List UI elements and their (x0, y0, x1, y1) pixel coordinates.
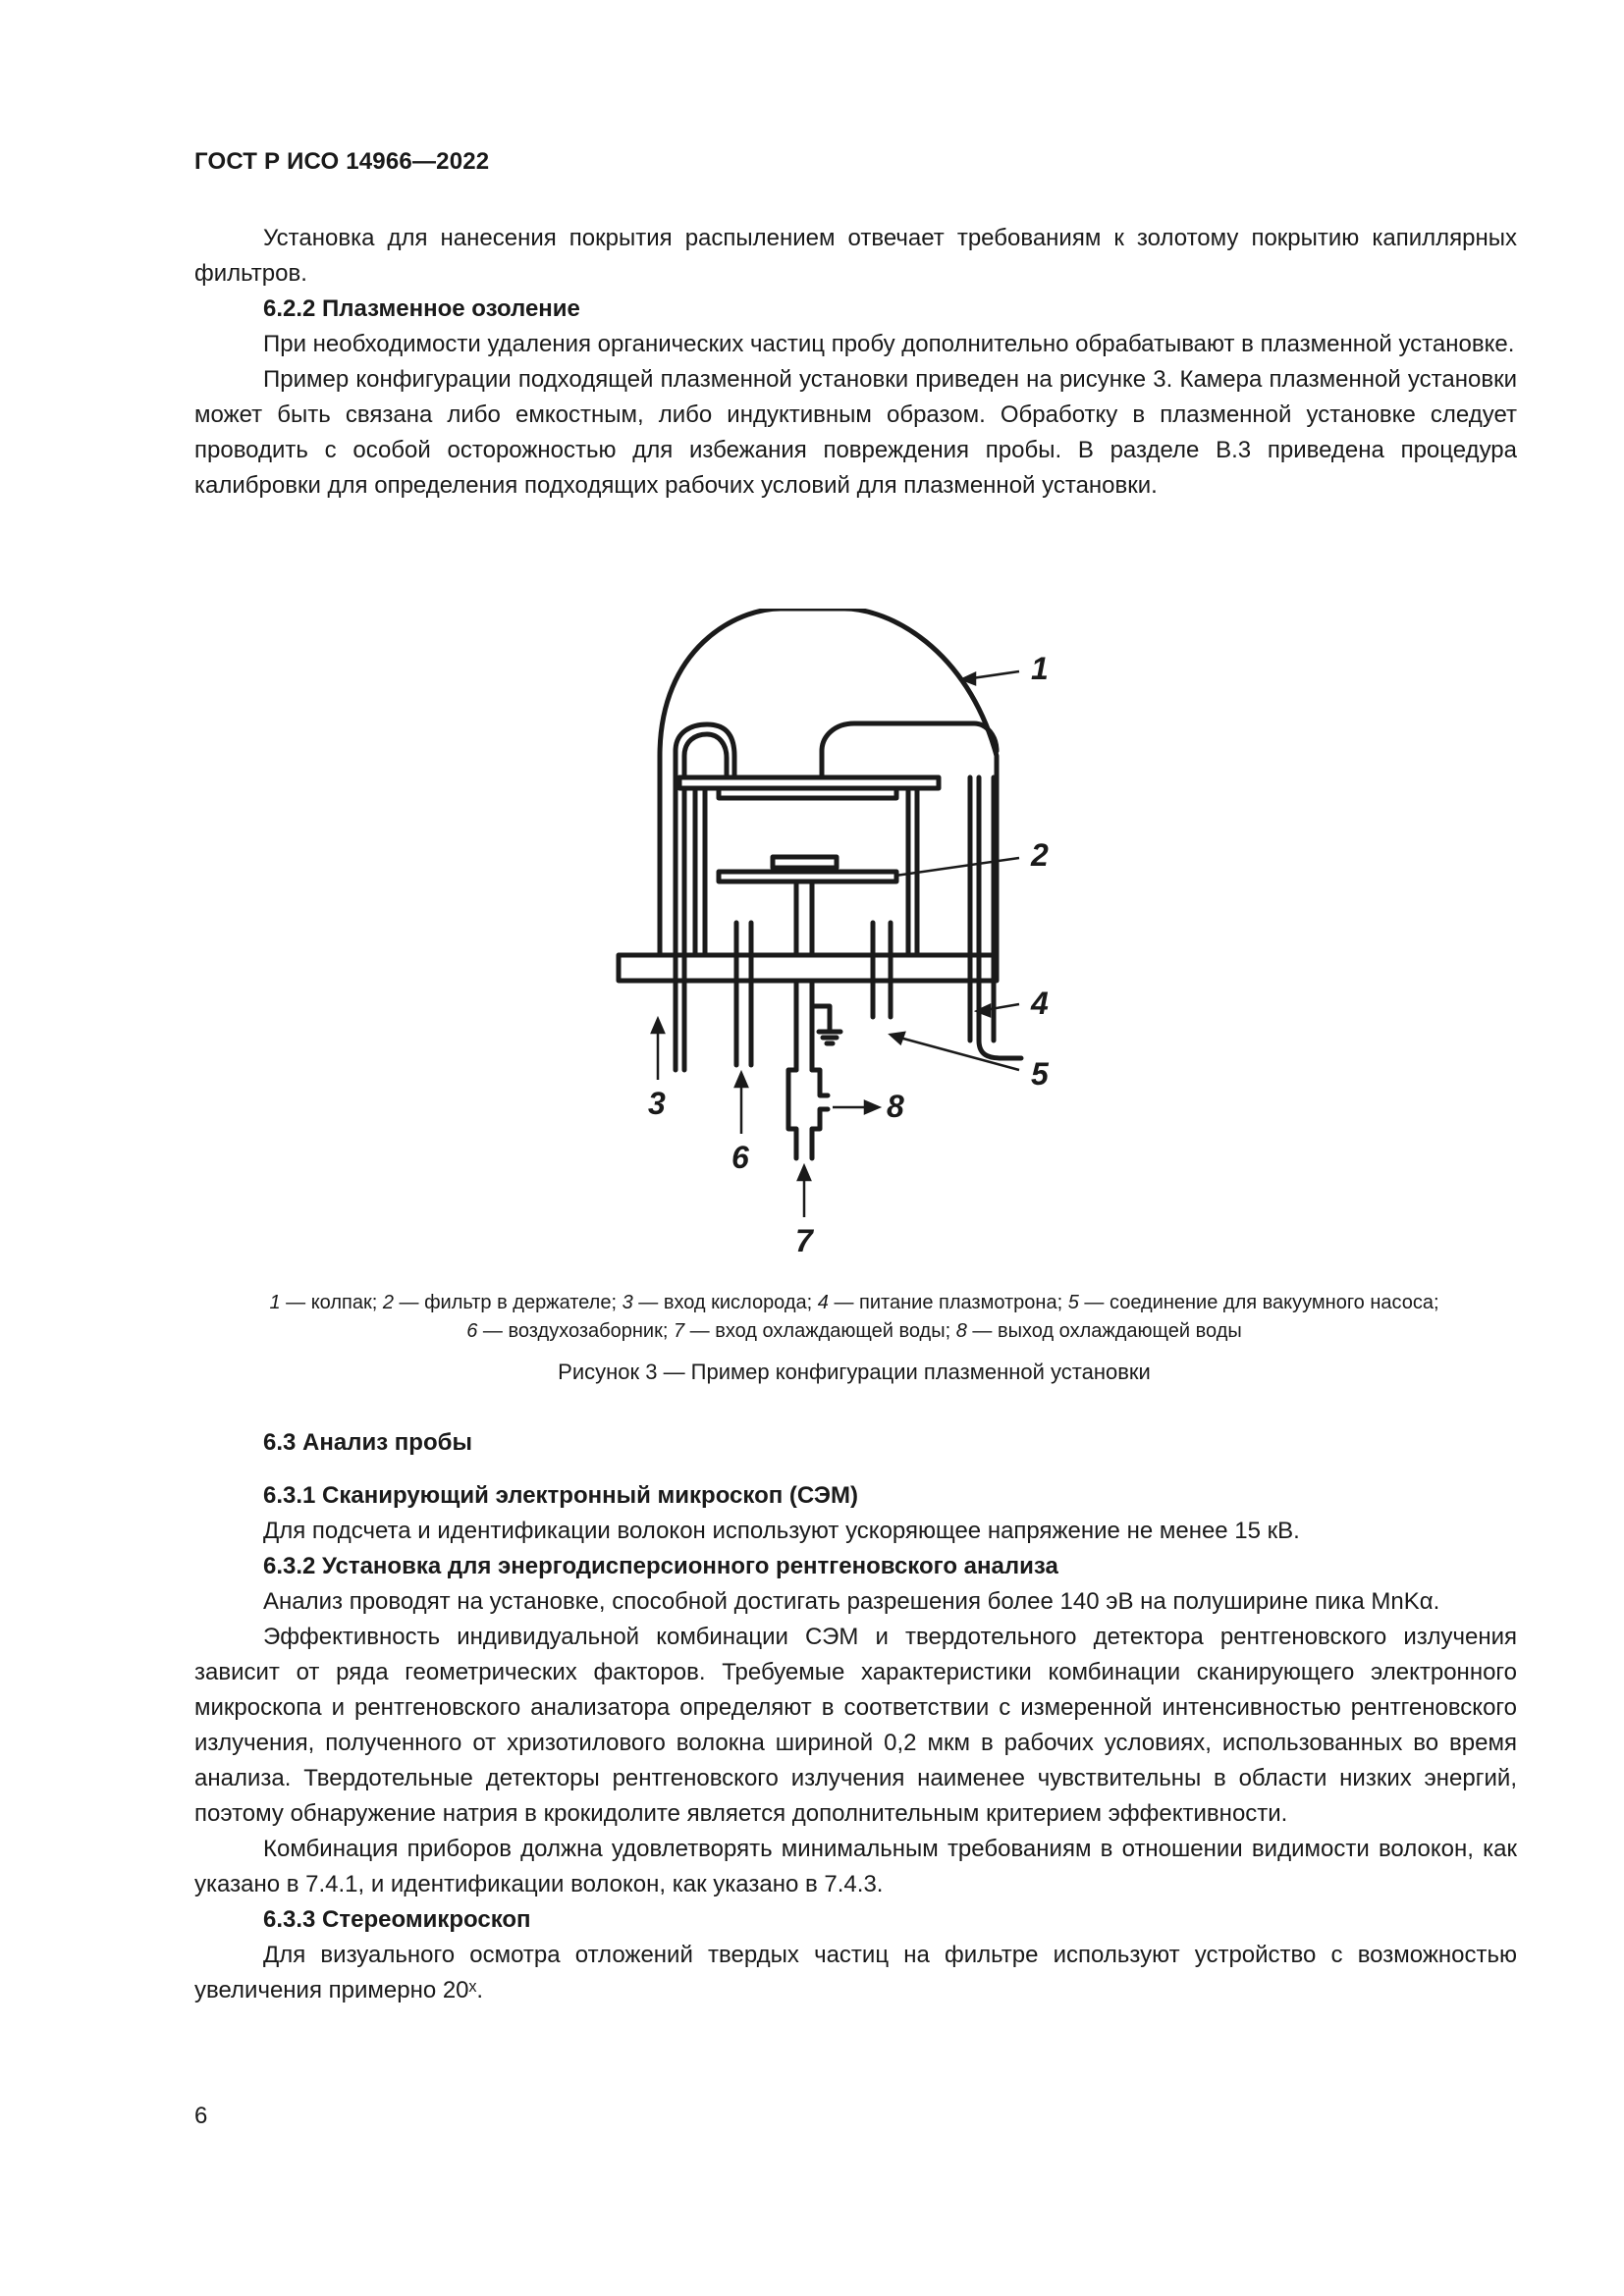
filter-holder-shape (719, 872, 896, 881)
legend-item-2: фильтр в держателе (424, 1292, 612, 1313)
section-intro (194, 221, 1517, 504)
paragraph-sputter-coater: Установка для нанесения покрытия распылением отвечает требованиям к золотому покрытию капиллярных фильтров. (194, 225, 1517, 287)
paragraph-eds-resolution: Анализ проводят на установке, способной достигать разрешения более 140 эВ на полуширине пика MnKα. (263, 1588, 1440, 1615)
label-6: 6 (731, 1140, 749, 1175)
label-8: 8 (887, 1089, 904, 1124)
paragraph-sem: Для подсчета и идентификации волокон используют ускоряющее напряжение не менее 15 кВ. (263, 1518, 1300, 1544)
legend-item-8: выход охлаждающей воды (997, 1320, 1242, 1342)
paragraph-instrument-combination: Комбинация приборов должна удовлетворять минимальным требованиям в отношении видимости волокон, как указано в 7.4.1, и идентификации волокон, как указано в 7.4.3. (194, 1836, 1517, 1897)
label-1: 1 (1031, 651, 1049, 686)
page-number: 6 (194, 2103, 208, 2129)
legend-item-3: вход кислорода (663, 1292, 807, 1313)
heading-6-3-1: 6.3.1 Сканирующий электронный микроскоп (СЭМ) (263, 1482, 858, 1509)
figure-legend (177, 1289, 1532, 1346)
legend-item-1: колпак (310, 1292, 372, 1313)
figure-caption: Рисунок 3 — Пример конфигурации плазменной установки (558, 1360, 1151, 1384)
heading-6-3-2: 6.3.2 Установка для энергодисперсионного рентгеновского анализа (263, 1553, 1058, 1579)
label-5: 5 (1031, 1056, 1049, 1092)
document-code-header: ГОСТ Р ИСО 14966—2022 (194, 148, 490, 175)
label-2: 2 (1031, 837, 1049, 873)
section-6-3 (194, 1425, 1517, 2008)
heading-6-2-2: 6.2.2 Плазменное озоление (263, 295, 580, 322)
paragraph-eds-efficiency: Эффективность индивидуальной комбинации СЭМ и твердотельного детектора рентгеновского излучения зависит от ряда геометрических факторов. Требуемые характеристики комбинации сканирующего электронного микроскопа и рентгеновского анализатора определяют в соответствии с измеренной интенсивностью рентгеновского излучения, полученного от хризотилового волокна шириной 0,2 мкм в рабочих условиях, использованных во время анализа. Твердотельные детекторы рентгеновского излучения наименее чувствительны в области низких энергий, поэтому обнаружение натрия в крокидолите является дополнительным критерием эффективности. (194, 1624, 1517, 1827)
figure-plasma-asher-diagram (589, 609, 1100, 1266)
paragraph-stereomicroscope: Для визуального осмотра отложений твердых частиц на фильтре используют устройство с возможностью увеличения примерно 20ˣ. (194, 1942, 1517, 2003)
legend-item-4: питание плазмотрона (859, 1292, 1057, 1313)
legend-item-5: соединение для вакуумного насоса (1109, 1292, 1434, 1313)
paragraph-plasma-config: Пример конфигурации подходящей плазменной установки приведен на рисунке 3. Камера плазменной установки может быть связана либо емкостным, либо индуктивным образом. Обработку в плазменной установке следует проводить с особой осторожностью для избежания повреждения пробы. В разделе B.3 приведена процедура калибровки для определения подходящих рабочих условий для плазменной установки. (194, 366, 1517, 499)
heading-6-3-3: 6.3.3 Стереомикроскоп (263, 1906, 531, 1933)
legend-item-7: вход охлаждающей воды (715, 1320, 946, 1342)
label-7: 7 (795, 1223, 813, 1258)
legend-line-2: 6 — воздухозаборник; 7 — вход охлаждающей воды; 8 — выход охлаждающей воды (466, 1320, 1242, 1342)
plasma-asher-diagram (589, 609, 1100, 1266)
paragraph-plasma-ashing: При необходимости удаления органических частиц пробу дополнительно обрабатывают в плазменной установке. (263, 331, 1515, 357)
heading-6-3: 6.3 Анализ пробы (263, 1429, 472, 1456)
legend-line-1: 1 — колпак; 2 — фильтр в держателе; 3 — вход кислорода; 4 — питание плазмотрона; 5 — соединение для вакуумного насоса; (269, 1292, 1439, 1313)
legend-item-6: воздухозаборник (508, 1320, 663, 1342)
label-3: 3 (648, 1086, 666, 1121)
label-4: 4 (1031, 986, 1049, 1021)
